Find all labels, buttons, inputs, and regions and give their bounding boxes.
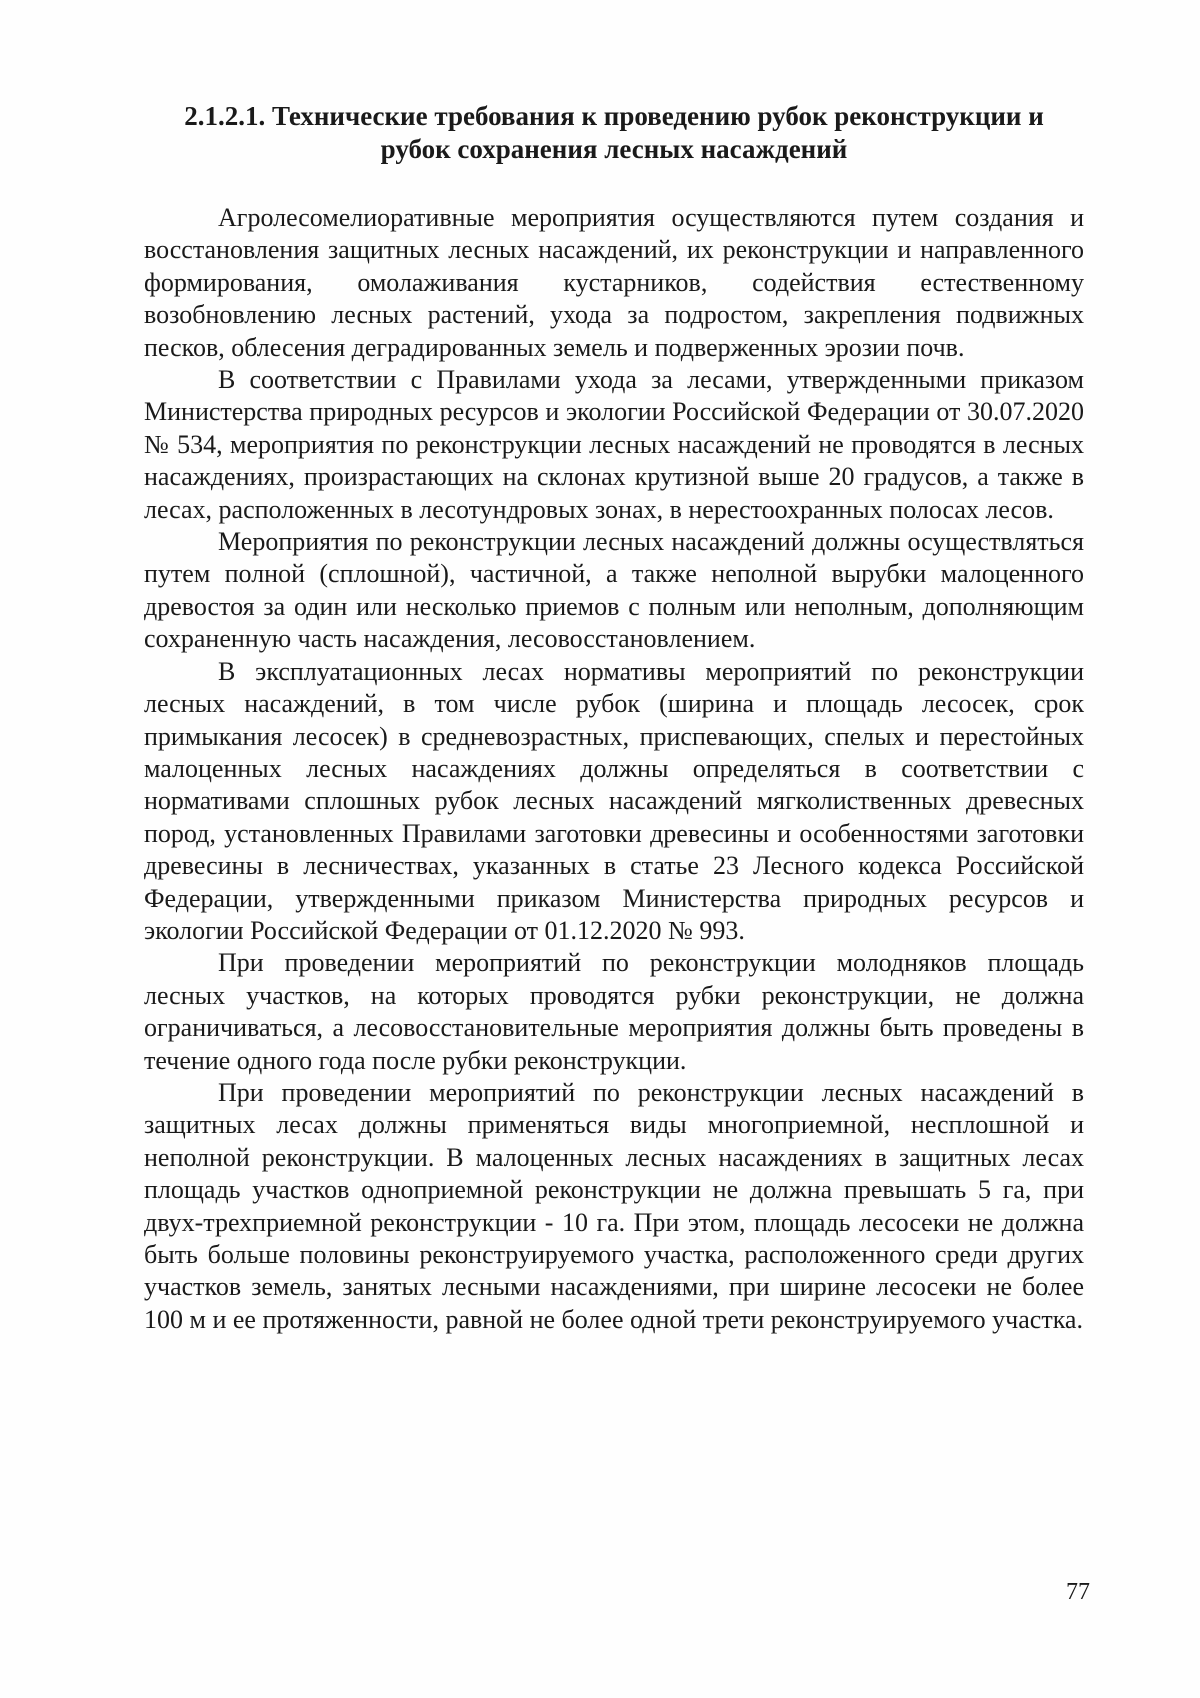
- section-title-line-1: 2.1.2.1. Технические требования к проведению рубок реконструкции и: [184, 101, 1044, 131]
- page-number: 77: [1066, 1579, 1090, 1605]
- section-title: [144, 100, 1084, 166]
- paragraph-forest-care-rules: В соответствии с Правилами ухода за лесами, утвержденными приказом Министерства природных ресурсов и экологии Российской Федерации от 30.07.2020 № 534, мероприятия по реконструкции лесных насаждений не проводятся в лесных насаждениях, произрастающих на склонах крутизной выше 20 градусов, а также в лесах, расположенных в лесотундровых зонах, в нерестоохранных полосах лесов.: [144, 365, 1084, 524]
- paragraph-agroforestry-measures: Агролесомелиоративные мероприятия осуществляются путем создания и восстановления защитных лесных насаждений, их реконструкции и направленного формирования, омолаживания кустарников, содействия естественному возобновлению лесных растений, ухода за подростом, закрепления подвижных песков, облесения деградированных земель и подверженных эрозии почв.: [144, 203, 1084, 362]
- section-title-line-2: рубок сохранения лесных насаждений: [380, 134, 848, 164]
- page-content: [144, 100, 1084, 1336]
- paragraph-exploitation-forests: В эксплуатационных лесах нормативы мероприятий по реконструкции лесных насаждений, в том числе рубок (ширина и площадь лесосек, срок примыкания лесосек) в средневозрастных, приспевающих, спелых и перестойных малоценных лесных насаждениях должны определяться в соответствии с нормативами сплошных рубок лесных насаждений мягколиственных древесных пород, установленных Правилами заготовки древесины и особенностями заготовки древесины в лесничествах, указанных в статье 23 Лесного кодекса Российской Федерации, утвержденными приказом Министерства природных ресурсов и экологии Российской Федерации от 01.12.2020 № 993.: [144, 656, 1084, 945]
- paragraph-protective-forests: При проведении мероприятий по реконструкции лесных насаждений в защитных лесах должны применяться виды многоприемной, несплошной и неполной реконструкции. В малоценных лесных насаждениях в защитных лесах площадь участков одноприемной реконструкции не должна превышать 5 га, при двух-трехприемной реконструкции - 10 га. При этом, площадь лесосеки не должна быть больше половины реконструируемого участка, расположенного среди других участков земель, занятых лесными насаждениями, при ширине лесосеки не более 100 м и ее протяженности, равной не более одной трети реконструируемого участка.: [144, 1077, 1084, 1334]
- paragraph-reconstruction-methods: Мероприятия по реконструкции лесных насаждений должны осуществляться путем полной (сплошной), частичной, а также неполной вырубки малоценного древостоя за один или несколько приемов с полным или неполным, дополняющим сохраненную часть насаждения, лесовосстановлением.: [144, 527, 1084, 654]
- paragraph-young-stands: При проведении мероприятий по реконструкции молодняков площадь лесных участков, на которых проводятся рубки реконструкции, не должна ограничиваться, а лесовосстановительные мероприятия должны быть проведены в течение одного года после рубки реконструкции.: [144, 948, 1084, 1075]
